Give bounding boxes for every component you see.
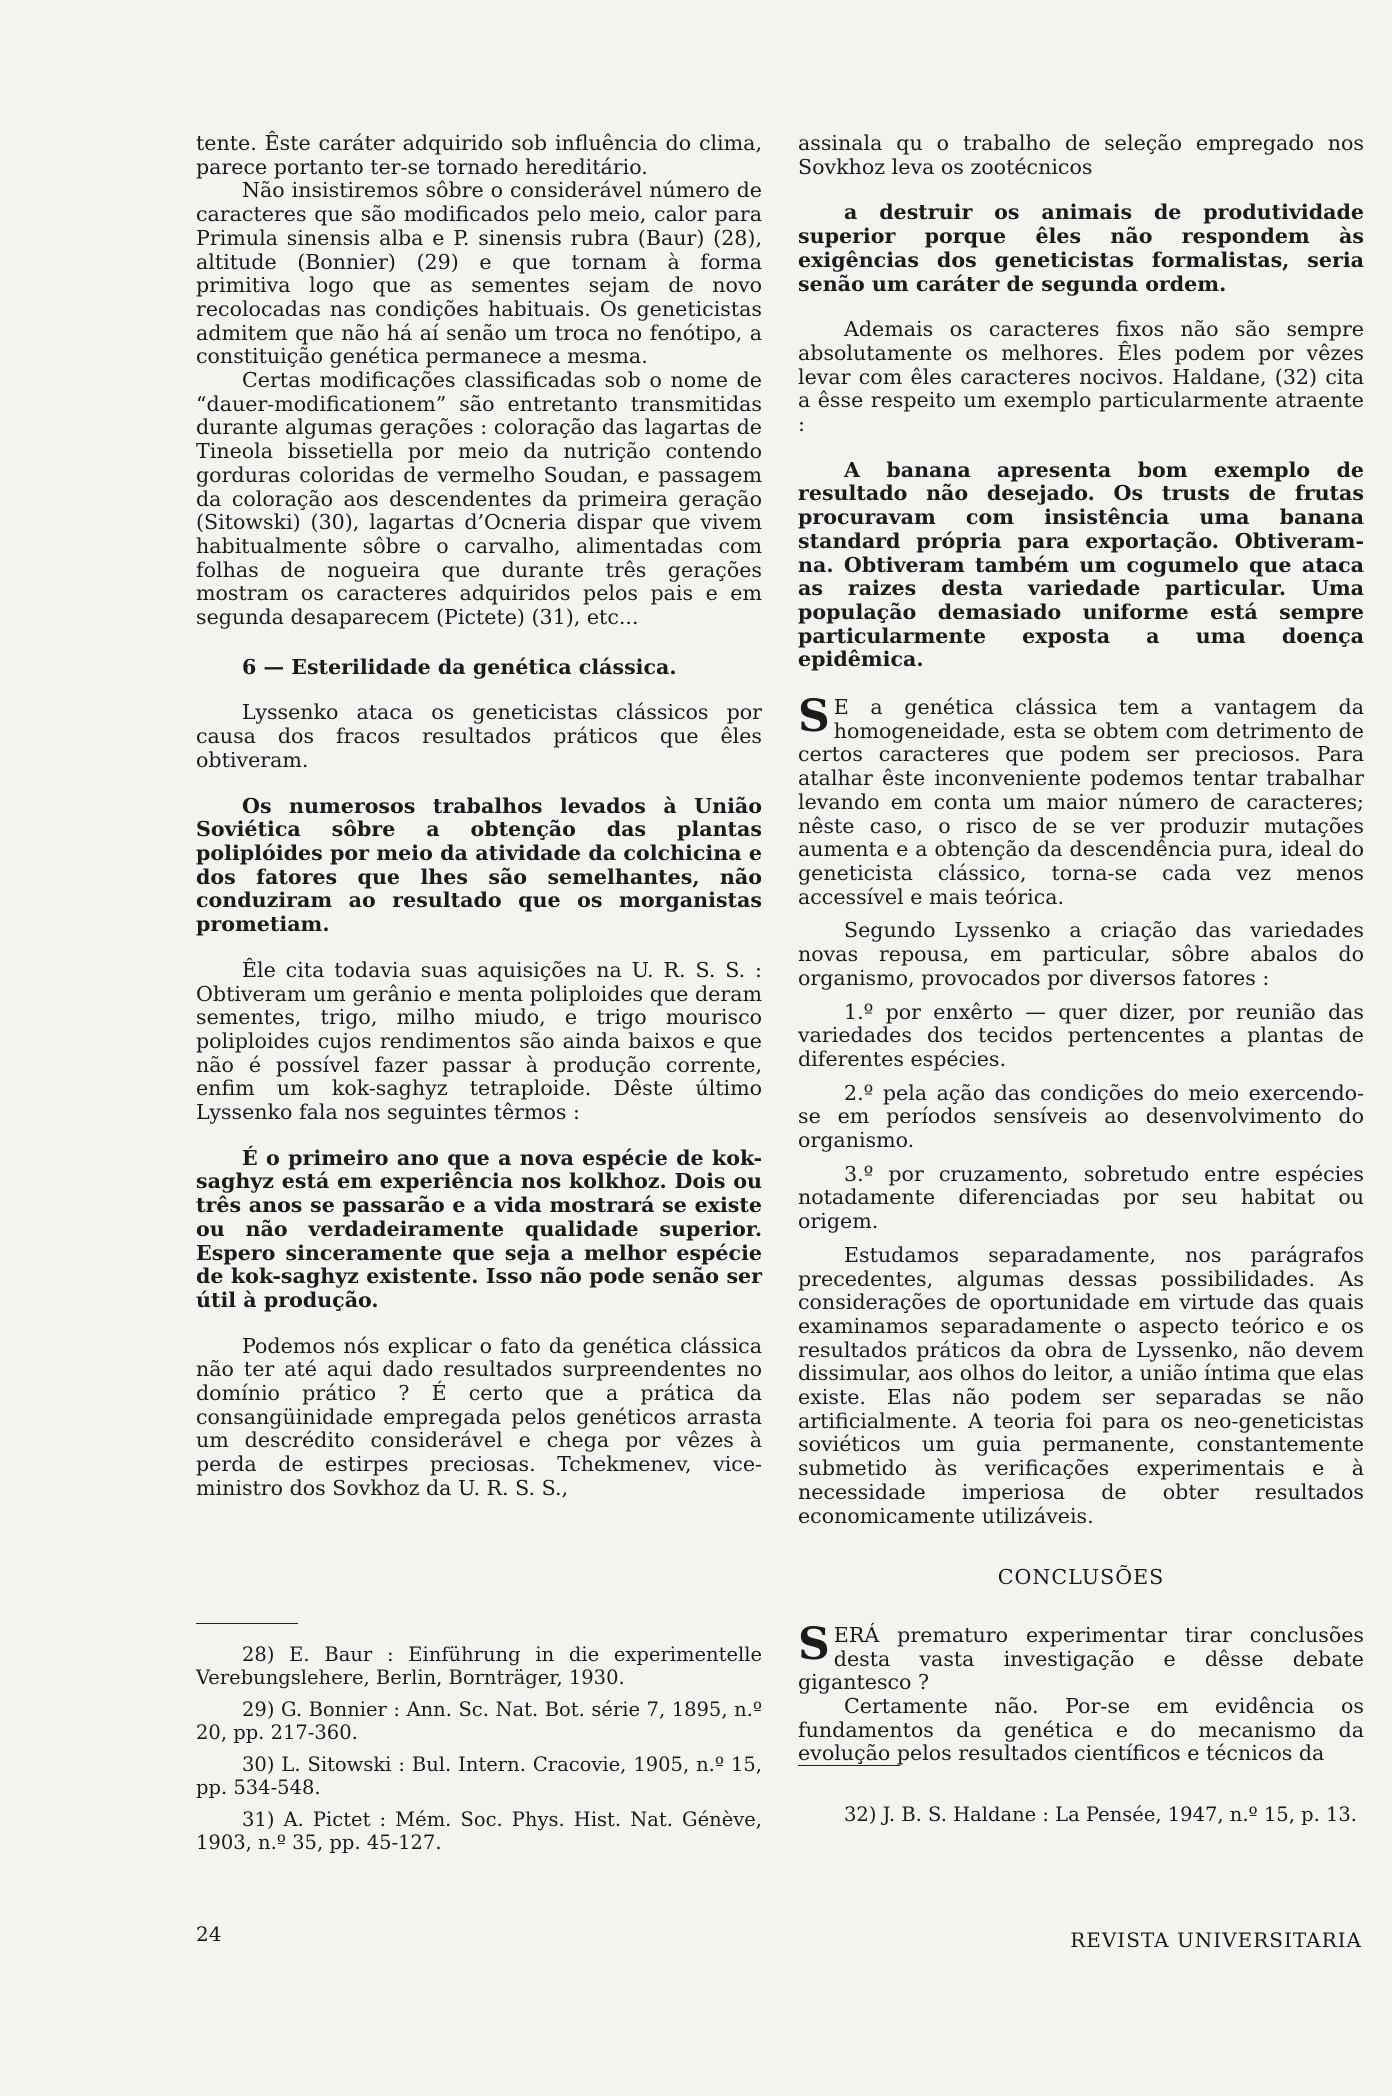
paragraph: Lyssenko ataca os geneticistas clássicos por causa dos fracos resultados práticos que êles obtiveram. (196, 700, 762, 772)
paragraph: Êle cita todavia suas aquisições na U. R. S. S. : Obtiveram um gerânio e menta poliploides que deram sementes, trigo, milho miudo, e trigo mourisco poliploides cujos rendimentos são ainda baixos e que não é possível fazer passar à produção corrente, enfim um kok-saghyz tetraploide. Dêste último Lyssenko fala nos seguintes têrmos : (196, 957, 762, 1125)
paragraph: Não insistiremos sôbre o considerável número de caracteres que são modificados pelo meio, calor para Primula sinensis alba e P. sinensis rubra (Baur) (28), altitude (Bonnier) (29) e que tornam à forma primitiva logo que as sementes sejam de novo recolocadas nas condições habituais. Os geneticistas admitem que não há aí senão um troca no fenótipo, a constituição genética permanece a mesma. (196, 178, 762, 369)
paragraph: Ademais os caracteres fixos não são sempre absolutamente os melhores. Êles podem por vêzes levar com êles caracteres nocivos. Haldane, (32) cita a êsse respeito um exemplo particularmente atraente : (798, 317, 1364, 437)
page-number: 24 (196, 1922, 222, 1946)
paragraph: Podemos nós explicar o fato da genética clássica não ter até aqui dado resultados surpreendentes no domínio prático ? É certo que a prática da consangüinidade empregada pelos genéticos arrasta um descrédito considerável e chega por vêzes à perda de estirpes preciosas. Tchekmenev, vice-ministro dos Sovkhoz da U. R. S. S., (196, 1333, 762, 1500)
footnote: 29) G. Bonnier : Ann. Sc. Nat. Bot. série 7, 1895, n.º 20, pp. 217-360. (196, 1698, 762, 1744)
paragraph-dropcap (798, 691, 1364, 909)
block-quote: Os numerosos trabalhos levados à União Soviética sôbre a obtenção das plantas poliplóides por meio da atividade da colchicina e dos fatores que lhes são semelhantes, não conduziram ao resultado que os morganistas prometiam. (196, 793, 762, 937)
left-column (196, 132, 762, 1501)
paragraph-dropcap (798, 1618, 1364, 1695)
paragraph: assinala qu o trabalho de seleção empregado nos Sovkhoz leva os zootécnicos (798, 131, 1364, 179)
list-item: 2.º pela ação das condições do meio exercendo-se em períodos sensíveis ao desenvolvimento do organismo. (798, 1080, 1364, 1153)
right-footnotes (798, 1803, 1364, 1835)
drop-cap: S (798, 691, 830, 743)
footnote: 31) A. Pictet : Mém. Soc. Phys. Hist. Nat. Génève, 1903, n.º 35, pp. 45-127. (196, 1808, 762, 1854)
left-footnotes (196, 1643, 762, 1863)
paragraph: Estudamos separadamente, nos parágrafos precedentes, algumas dessas possibilidades. As considerações de oportunidade em virtude das quais examinamos separadamente o aspecto teórico e os resultados práticos da obra de Lyssenko, não devem dissimular, aos olhos do leitor, a união íntima que elas existe. Elas não podem ser separadas se não artificialmente. A teoria foi para os neo-geneticistas soviéticos um guia permanente, constantemente submetido às verificações experimentais e à necessidade imperiosa de obter resultados economicamente utilizáveis. (798, 1242, 1364, 1528)
paragraph: Certas modificações classificadas sob o nome de “dauer-modificationem” são entretanto transmitidas durante algumas gerações : coloração das lagartas de Tineola bissetiella por meio da nutrição contendo gorduras coloridas de vermelho Soudan, e passagem da coloração aos descendentes da primeira geração (Sitowski) (30), lagartas d’Ocneria dispar que vivem habitualmente sôbre o carvalho, alimentadas com folhas de nogueira que durante três gerações mostram os caracteres adquiridos pelos pais e em segunda desaparecem (Pictete) (31), etc... (196, 368, 762, 630)
footnote: 30) L. Sitowski : Bul. Intern. Cracovie, 1905, n.º 15, pp. 534-548. (196, 1753, 762, 1799)
paragraph: Certamente não. Por-se em evidência os fundamentos da genética e do mecanismo da evolução pelos resultados científicos e técnicos da (798, 1694, 1364, 1766)
footnote-rule (196, 1623, 298, 1624)
block-quote: a destruir os animais de produtividade superior porque êles não respondem às exigências dos geneticistas formalistas, seria senão um caráter de segunda ordem. (798, 200, 1364, 296)
right-column (798, 132, 1364, 1766)
section-heading: 6 — Esterilidade da genética clássica. (242, 654, 677, 679)
block-quote: A banana apresenta bom exemplo de resultado não desejado. Os trusts de frutas procuravam com insistência uma banana standard própria para exportação. Obtiveram-na. Obtiveram também um cogumelo que ataca as raizes desta variedade particular. Uma população demasiado uniforme está sempre particularmente exposta a uma doença epidêmica. (798, 457, 1364, 672)
list-item: 1.º por enxêrto — quer dizer, por reunião das variedades dos tecidos pertencentes a plantas de diferentes espécies. (798, 999, 1364, 1071)
footnote: 28) E. Baur : Einführung in die experimentelle Verebungslehere, Berlin, Bornträger, 1930. (196, 1643, 762, 1689)
paragraph-text: E a genética clássica tem a vantagem da homogeneidade, esta se obtem com detrimento de certos caracteres que podem ser preciosos. Para atalhar êste inconveniente podemos tentar trabalhar levando em conta um maior número de caracteres; nêste caso, o risco de se ver produzir mutações aumenta e a obtenção da descendência pura, ideal do geneticista clássico, torna-se cada vez menos accessível e mais teórica. (798, 695, 1364, 909)
drop-cap: S (798, 1618, 830, 1670)
paragraph-text: ERÁ prematuro experimentar tirar conclusões desta vasta investigação e dêsse debate gigantesco ? (798, 1622, 1364, 1695)
paragraph: Segundo Lyssenko a criação das variedades novas repousa, em particular, sôbre abalos do organismo, provocados por diversos fatores : (798, 918, 1364, 990)
paragraph: tente. Êste caráter adquirido sob influência do clima, parece portanto ter-se tornado hereditário. (196, 131, 762, 179)
block-quote: É o primeiro ano que a nova espécie de kok-saghyz está em experiência nos kolkhoz. Dois ou três anos se passarão e a vida mostrará se existe ou não verdadeiramente qualidade superior. Espero sinceramente que seja a melhor espécie de kok-saghyz existente. Isso não pode senão ser útil à produção. (196, 1145, 762, 1312)
footnote: 32) J. B. S. Haldane : La Pensée, 1947, n.º 15, p. 13. (844, 1803, 1357, 1826)
footnote-rule (798, 1765, 900, 1766)
list-item: 3.º por cruzamento, sobretudo entre espécies notadamente diferenciadas por seu habitat ou origem. (798, 1161, 1364, 1234)
journal-name: REVISTA UNIVERSITARIA (1070, 1928, 1362, 1952)
section-heading: CONCLUSÕES (997, 1565, 1165, 1590)
